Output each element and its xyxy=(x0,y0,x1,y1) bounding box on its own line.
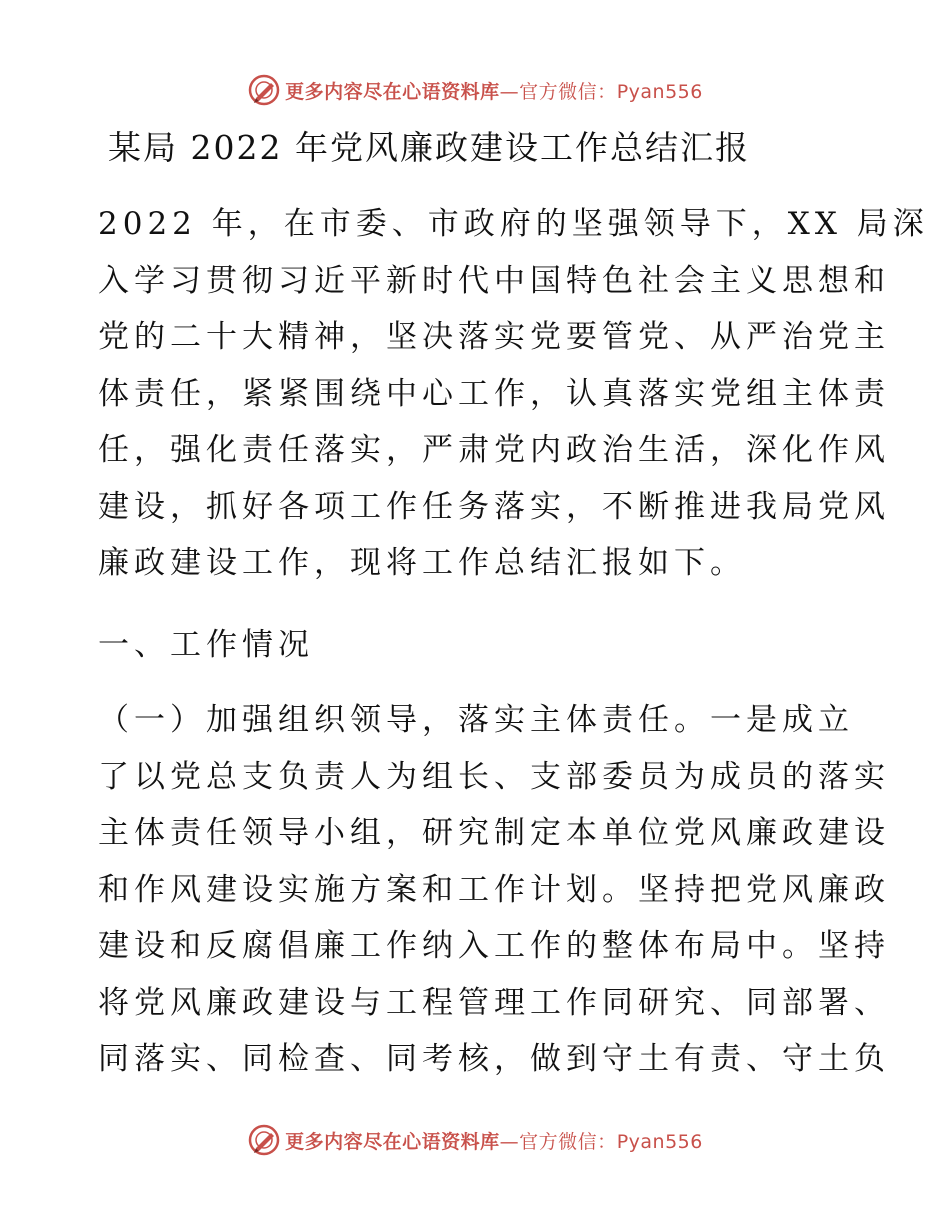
watermark-dash: — xyxy=(499,80,520,103)
watermark-id: Pyan556 xyxy=(616,80,703,103)
paragraph-line: 将党风廉政建设与工程管理工作同研究、同部署、 xyxy=(98,984,890,1021)
watermark-main: 更多内容尽在心语资料库 xyxy=(285,80,500,103)
intro-paragraph xyxy=(98,196,929,592)
document-title: 某局 2022 年党风廉政建设工作总结汇报 xyxy=(108,128,750,167)
watermark-text xyxy=(285,1127,703,1154)
paragraph-line: 体责任，紧紧围绕中心工作，认真落实党组主体责 xyxy=(98,375,890,412)
paragraph-line: 廉政建设工作，现将工作总结汇报如下。 xyxy=(98,545,746,581)
paragraph-line: 同落实、同检查、同考核，做到守土有责、守土负 xyxy=(98,1041,890,1077)
footer-watermark xyxy=(0,1120,950,1160)
watermark-text xyxy=(285,77,703,104)
pen-logo-icon xyxy=(247,1123,281,1157)
paragraph-line: 党的二十大精神，坚决落实党要管党、从严治党主 xyxy=(98,319,890,355)
pen-logo-icon xyxy=(247,73,281,107)
section-heading: 一、工作情况 xyxy=(98,627,314,663)
paragraph-line: 2022 年，在市委、市政府的坚强领导下，XX 局深 xyxy=(98,206,929,242)
paragraph-line: 主体责任领导小组，研究制定本单位党风廉政建设 xyxy=(98,815,890,851)
watermark-main: 更多内容尽在心语资料库 xyxy=(285,1130,500,1153)
paragraph-line: 和作风建设实施方案和工作计划。坚持把党风廉政 xyxy=(98,871,890,908)
watermark-id: Pyan556 xyxy=(616,1130,703,1153)
watermark-label: 官方微信： xyxy=(519,1130,617,1153)
paragraph-line: 建设，抓好各项工作任务落实，不断推进我局党风 xyxy=(98,488,890,525)
header-watermark xyxy=(0,70,950,110)
paragraph-line: 入学习贯彻习近平新时代中国特色社会主义思想和 xyxy=(98,262,890,299)
paragraph-line: 建设和反腐倡廉工作纳入工作的整体布局中。坚持 xyxy=(98,928,890,964)
section1-paragraph xyxy=(98,692,890,1088)
watermark-dash: — xyxy=(499,1130,520,1153)
paragraph-line: 任，强化责任落实，严肃党内政治生活，深化作风 xyxy=(98,432,890,468)
paragraph-line: （一）加强组织领导，落实主体责任。一是成立 xyxy=(98,702,854,738)
watermark-label: 官方微信： xyxy=(519,80,617,103)
paragraph-line: 了以党总支负责人为组长、支部委员为成员的落实 xyxy=(98,758,890,795)
